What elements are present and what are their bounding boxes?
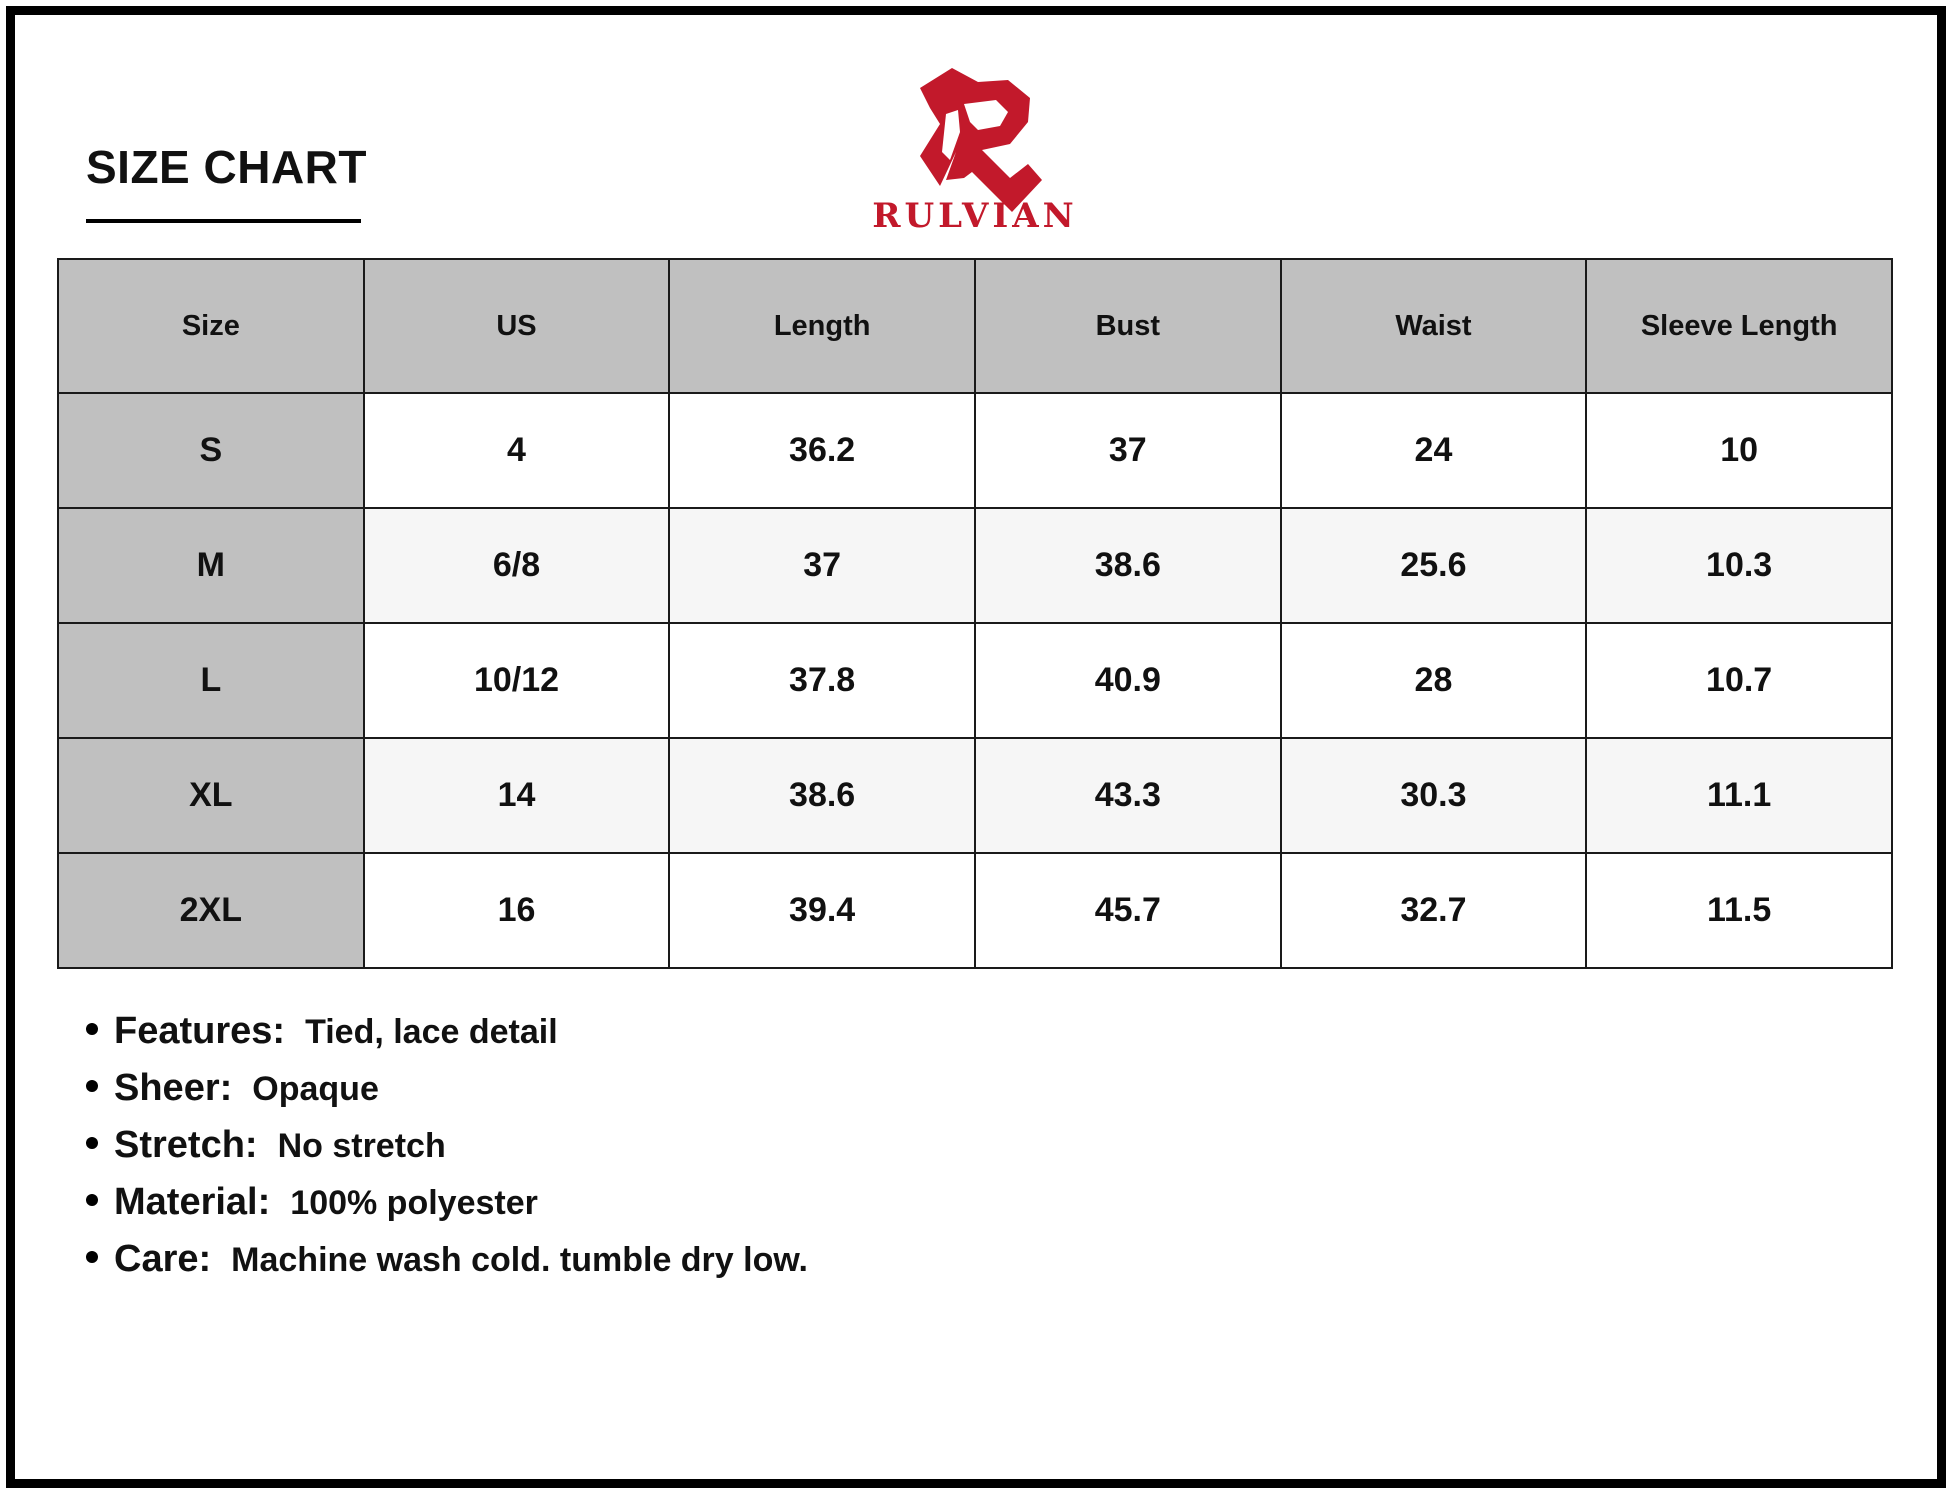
feature-value: 100% polyester <box>290 1184 538 1222</box>
column-header: Length <box>669 259 975 393</box>
size-cell: S <box>58 393 364 508</box>
size-cell: M <box>58 508 364 623</box>
table-row <box>58 738 1892 853</box>
title-underline <box>86 219 361 223</box>
table-cell: 11.1 <box>1586 738 1892 853</box>
table-cell: 39.4 <box>669 853 975 968</box>
feature-item <box>86 1010 808 1067</box>
feature-item <box>86 1124 808 1181</box>
table-cell: 43.3 <box>975 738 1281 853</box>
table-cell: 40.9 <box>975 623 1281 738</box>
size-cell: 2XL <box>58 853 364 968</box>
feature-value: No stretch <box>277 1127 446 1165</box>
table-cell: 38.6 <box>669 738 975 853</box>
feature-value: Tied, lace detail <box>305 1013 558 1051</box>
feature-item <box>86 1067 808 1124</box>
column-header: Bust <box>975 259 1281 393</box>
table-cell: 11.5 <box>1586 853 1892 968</box>
table-cell: 10.3 <box>1586 508 1892 623</box>
table-cell: 4 <box>364 393 670 508</box>
bullet-icon <box>86 1137 98 1149</box>
size-cell: XL <box>58 738 364 853</box>
feature-list <box>86 1010 808 1295</box>
bullet-icon <box>86 1023 98 1035</box>
table-cell: 37.8 <box>669 623 975 738</box>
column-header: Waist <box>1281 259 1587 393</box>
table-cell: 38.6 <box>975 508 1281 623</box>
table-header-row <box>58 259 1892 393</box>
size-table <box>57 258 1893 969</box>
feature-label: Features: <box>114 1010 286 1052</box>
brand-name: RULVIAN <box>872 196 1078 236</box>
table-cell: 36.2 <box>669 393 975 508</box>
bullet-icon <box>86 1251 98 1263</box>
size-cell: L <box>58 623 364 738</box>
table-cell: 14 <box>364 738 670 853</box>
column-header: US <box>364 259 670 393</box>
table-cell: 37 <box>975 393 1281 508</box>
table-row <box>58 623 1892 738</box>
feature-label: Sheer: <box>114 1067 233 1109</box>
table-cell: 10/12 <box>364 623 670 738</box>
feature-label: Stretch: <box>114 1124 258 1166</box>
table-cell: 10.7 <box>1586 623 1892 738</box>
table-cell: 45.7 <box>975 853 1281 968</box>
feature-label: Care: <box>114 1238 212 1280</box>
page-title: SIZE CHART <box>86 141 367 193</box>
feature-item <box>86 1238 808 1295</box>
table-row <box>58 853 1892 968</box>
table-cell: 30.3 <box>1281 738 1587 853</box>
table-cell: 37 <box>669 508 975 623</box>
feature-label: Material: <box>114 1181 271 1223</box>
table-cell: 6/8 <box>364 508 670 623</box>
feature-value: Opaque <box>252 1070 379 1108</box>
table-row <box>58 508 1892 623</box>
table-cell: 10 <box>1586 393 1892 508</box>
column-header: Size <box>58 259 364 393</box>
table-cell: 16 <box>364 853 670 968</box>
bullet-icon <box>86 1080 98 1092</box>
table-cell: 25.6 <box>1281 508 1587 623</box>
table-cell: 24 <box>1281 393 1587 508</box>
table-cell: 32.7 <box>1281 853 1587 968</box>
column-header: Sleeve Length <box>1586 259 1892 393</box>
feature-item <box>86 1181 808 1238</box>
feature-value: Machine wash cold. tumble dry low. <box>231 1241 808 1279</box>
bullet-icon <box>86 1194 98 1206</box>
table-row <box>58 393 1892 508</box>
table-cell: 28 <box>1281 623 1587 738</box>
